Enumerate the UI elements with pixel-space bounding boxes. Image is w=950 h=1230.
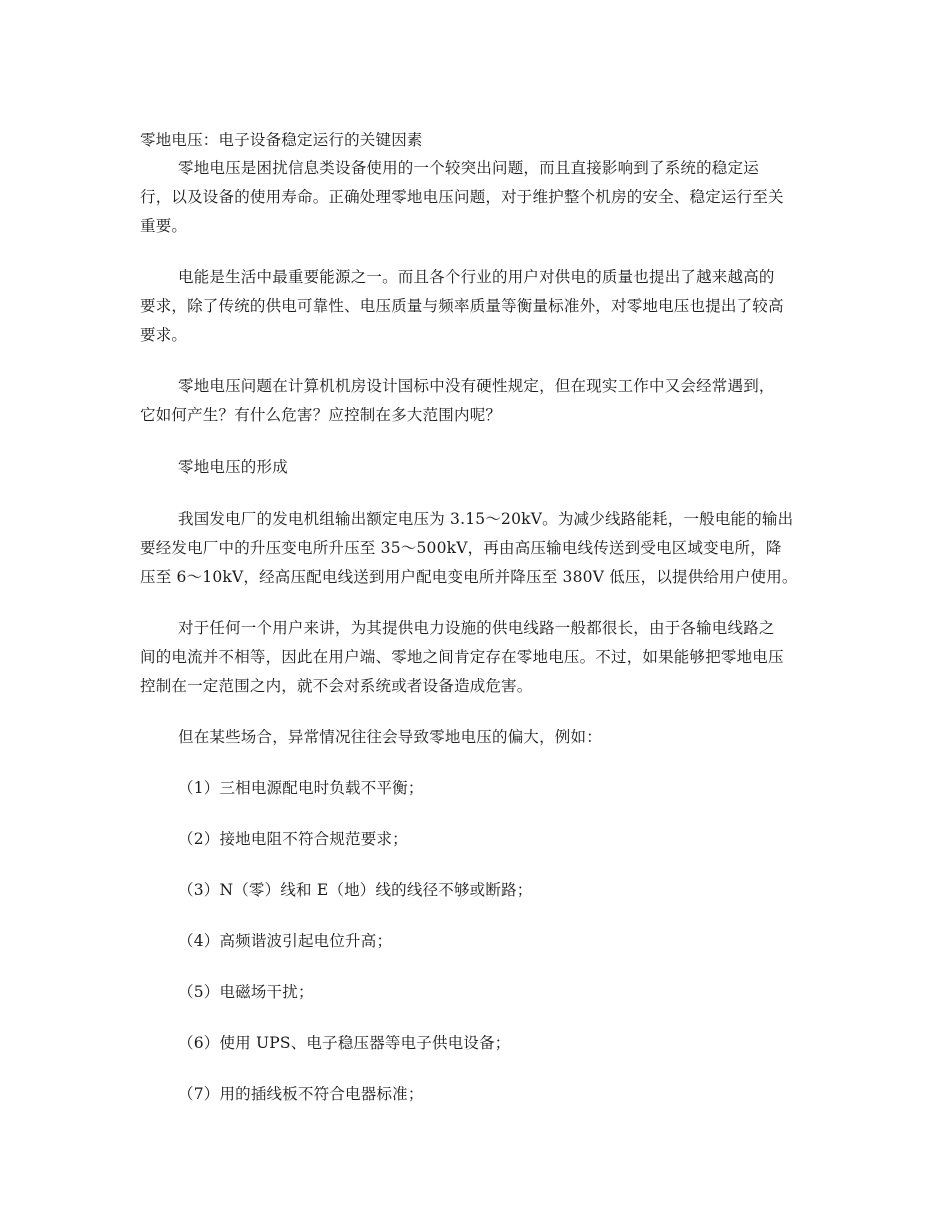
list-item: （1）三相电源配电时负载不平衡；	[178, 779, 424, 797]
paragraph-5-line-1: 对于任何一个用户来讲，为其提供电力设施的供电线路一般都很长，由于各输电线路之	[178, 619, 775, 637]
paragraph-3-line-2: 它如何产生？有什么危害？应控制在多大范围内呢？	[140, 406, 502, 424]
paragraph-2-line-3: 要求。	[140, 326, 188, 344]
paragraph-4-line-2: 要经发电厂中的升压变电所升压至 35～500kV，再由高压输电线传送到受电区域变电所，降	[140, 539, 782, 557]
list-item: （3）N（零）线和 E（地）线的线径不够或断路；	[178, 881, 533, 899]
list-item: （2）接地电阻不符合规范要求；	[178, 830, 408, 848]
paragraph-5-line-3: 控制在一定范围之内，就不会对系统或者设备造成危害。	[140, 677, 533, 695]
document-title: 零地电压：电子设备稳定运行的关键因素	[140, 131, 423, 149]
list-item: （6）使用 UPS、电子稳压器等电子供电设备；	[178, 1034, 511, 1052]
paragraph-1-line-1: 零地电压是困扰信息类设备使用的一个较突出问题，而且直接影响到了系统的稳定运	[178, 159, 759, 177]
paragraph-2-line-1: 电能是生活中最重要能源之一。而且各个行业的用户对供电的质量也提出了越来越高的	[178, 268, 775, 286]
list-item: （4）高频谐波引起电位升高；	[178, 932, 393, 950]
paragraph-5-line-2: 间的电流并不相等，因此在用户端、零地之间肯定存在零地电压。不过，如果能够把零地电压	[140, 648, 784, 666]
paragraph-1-line-2: 行，以及设备的使用寿命。正确处理零地电压问题，对于维护整个机房的安全、稳定运行至关	[140, 188, 784, 206]
paragraph-6-line-1: 但在某些场合，异常情况往往会导致零地电压的偏大，例如：	[178, 728, 602, 746]
paragraph-3-line-1: 零地电压问题在计算机机房设计国标中没有硬性规定，但在现实工作中又会经常遇到，	[178, 377, 775, 395]
paragraph-1-line-3: 重要。	[140, 217, 188, 235]
paragraph-2-line-2: 要求，除了传统的供电可靠性、电压质量与频率质量等衡量标准外，对零地电压也提出了较高	[140, 297, 784, 315]
paragraph-4-line-3: 压至 6～10kV，经高压配电线送到用户配电变电所并降压至 380V 低压，以提供给用户使用。	[140, 568, 798, 586]
list-item: （7）用的插线板不符合电器标准；	[178, 1085, 424, 1103]
paragraph-4-line-1: 我国发电厂的发电机组输出额定电压为 3.15～20kV。为减少线路能耗，一般电能的输出	[178, 510, 794, 528]
list-item: （5）电磁场干扰；	[178, 983, 314, 1001]
section-heading: 零地电压的形成	[178, 458, 288, 476]
